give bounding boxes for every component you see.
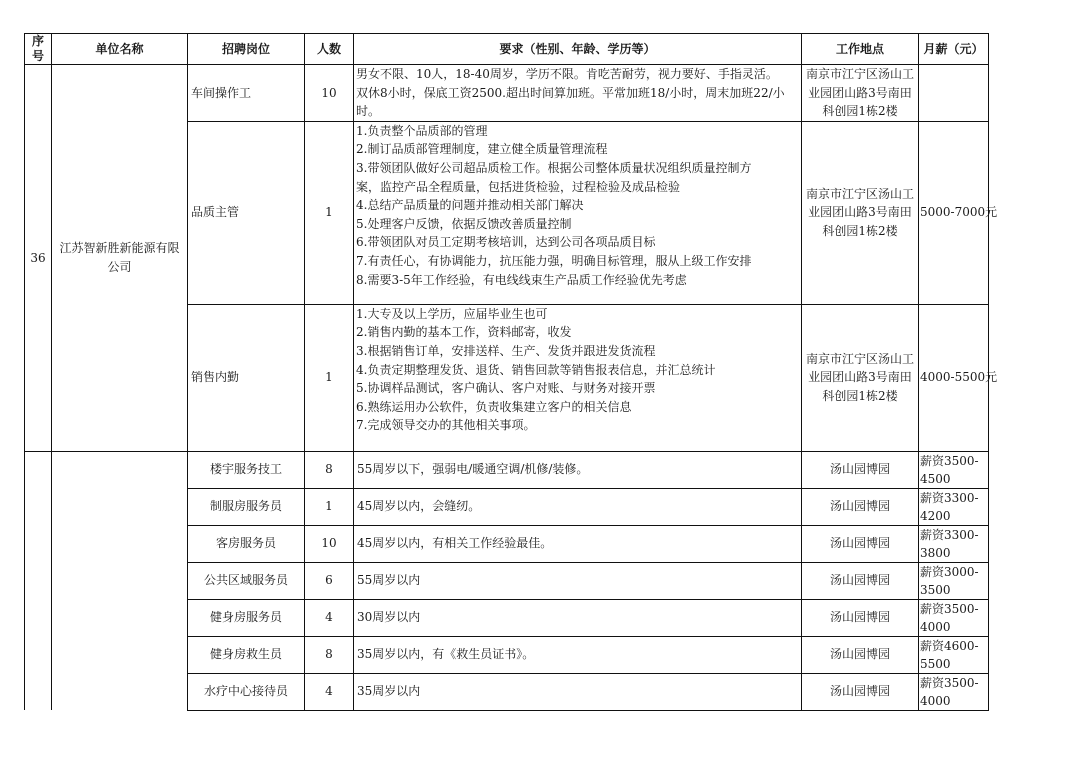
job-salary [919, 562, 989, 599]
loc-line: 业园团山路3号南田 [808, 85, 912, 100]
company-name [52, 65, 188, 452]
job-count: 1 [305, 304, 354, 451]
loc-line: 业园团山路3号南田 [808, 370, 912, 385]
job-salary [919, 599, 989, 636]
job-count: 8 [305, 636, 354, 673]
req-line: 4.总结产品质量的问题并推动相关部门解决 [356, 198, 584, 213]
company-name-line: 江苏智新胜新能源有限 [59, 241, 180, 256]
job-title: 健身房服务员 [188, 599, 305, 636]
job-salary [919, 65, 989, 122]
job-title: 制服房服务员 [188, 488, 305, 525]
table-row [25, 65, 989, 122]
job-location: 汤山园博园 [802, 488, 919, 525]
job-salary [919, 673, 989, 710]
req-line: 双休8小时，保底工资2500.超出时间算加班。平常加班18/小时，周末加班22/小 [356, 85, 785, 100]
job-location: 汤山园博园 [802, 599, 919, 636]
job-location: 汤山园博园 [802, 562, 919, 599]
loc-line: 科创园1栋2楼 [822, 104, 898, 119]
req-line: 3.根据销售订单，安排送样、生产、发货并跟进发货流程 [356, 343, 656, 358]
job-title: 水疗中心接待员 [188, 673, 305, 710]
recruitment-table [24, 33, 998, 711]
company-name-empty [52, 451, 188, 710]
req-line: 1.大专及以上学历，应届毕业生也可 [356, 306, 548, 321]
loc-line: 南京市江宁区汤山工 [805, 186, 914, 201]
salary-line: 3800 [920, 545, 951, 560]
loc-line: 南京市江宁区汤山工 [805, 67, 914, 81]
req-line: 时。 [356, 104, 381, 119]
req-line: 7.有责任心，有协调能力，抗压能力强，明确目标管理，服从上级工作安排 [356, 253, 752, 268]
job-requirements: 55周岁以下，强弱电/暖通空调/机修/装修。 [354, 451, 802, 488]
job-count: 6 [305, 562, 354, 599]
salary-line: 4000 [920, 619, 951, 634]
job-requirements: 55周岁以内 [354, 562, 802, 599]
job-count: 1 [305, 121, 354, 304]
job-requirements [354, 121, 802, 304]
row-number: 36 [25, 65, 52, 452]
loc-line: 南京市江宁区汤山工 [805, 351, 914, 366]
salary-line: 4500 [920, 471, 951, 486]
salary-line: 4200 [920, 508, 951, 523]
header-salary: 月薪（元） [919, 34, 989, 65]
req-line: 案，监控产品全程质量，包括进货检验，过程检验及成品检验 [356, 179, 681, 194]
job-salary [919, 488, 989, 525]
salary-line: 薪资3300- [920, 527, 979, 542]
job-requirements: 45周岁以内，有相关工作经验最佳。 [354, 525, 802, 562]
salary-line: 薪资3300- [920, 490, 979, 505]
job-title: 车间操作工 [188, 65, 305, 122]
table-row [25, 451, 989, 488]
req-line: 7.完成领导交办的其他相关事项。 [356, 418, 536, 433]
job-title: 健身房救生员 [188, 636, 305, 673]
job-count: 4 [305, 599, 354, 636]
header-row [25, 34, 989, 65]
job-salary: 5000-7000元 [919, 121, 989, 304]
req-line: 5.协调样品测试，客户确认、客户对账、与财务对接开票 [356, 381, 656, 396]
salary-line: 5500 [920, 656, 951, 671]
req-line: 5.处理客户反馈，依据反馈改善质量控制 [356, 216, 572, 231]
req-line: 6.熟练运用办公软件，负责收集建立客户的相关信息 [356, 399, 632, 414]
header-count: 人数 [305, 34, 354, 65]
req-line: 6.带领团队对员工定期考核培训，达到公司各项品质目标 [356, 235, 656, 250]
job-requirements: 35周岁以内 [354, 673, 802, 710]
job-location: 汤山园博园 [802, 525, 919, 562]
job-requirements: 30周岁以内 [354, 599, 802, 636]
job-salary [919, 636, 989, 673]
loc-line: 业园团山路3号南田 [808, 205, 912, 220]
job-title: 客房服务员 [188, 525, 305, 562]
req-line: 1.负责整个品质部的管理 [356, 123, 488, 138]
job-title: 公共区域服务员 [188, 562, 305, 599]
job-location [802, 304, 919, 451]
job-title: 品质主管 [188, 121, 305, 304]
row-number-empty [25, 451, 52, 710]
salary-line: 薪资3500- [920, 601, 979, 616]
req-line: 男女不限、10人，18-40周岁，学历不限。肯吃苦耐劳，视力要好、手指灵活。 [356, 67, 778, 81]
salary-line: 薪资3500- [920, 675, 979, 690]
loc-line: 科创园1栋2楼 [822, 389, 898, 404]
job-requirements [354, 304, 802, 451]
job-location: 汤山园博园 [802, 636, 919, 673]
job-location [802, 65, 919, 122]
job-location [802, 121, 919, 304]
req-line: 2.制订品质部管理制度，建立健全质量管理流程 [356, 142, 608, 157]
job-salary [919, 525, 989, 562]
job-title: 楼宇服务技工 [188, 451, 305, 488]
req-line: 3.带领团队做好公司超品质检工作。根据公司整体质量状况组织质量控制方 [356, 160, 752, 175]
job-requirements [354, 65, 802, 122]
job-requirements: 45周岁以内，会缝纫。 [354, 488, 802, 525]
req-line: 2.销售内勤的基本工作，资料邮寄，收发 [356, 325, 572, 340]
header-unit: 单位名称 [52, 34, 188, 65]
req-line: 4.负责定期整理发货、退货、销售回款等销售报表信息，并汇总统计 [356, 362, 716, 377]
job-count: 8 [305, 451, 354, 488]
salary-line: 4000 [920, 693, 951, 708]
header-requirements: 要求（性别、年龄、学历等） [354, 34, 802, 65]
salary-line: 薪资4600- [920, 638, 979, 653]
salary-line: 薪资3000- [920, 564, 979, 579]
header-no: 序号 [25, 34, 52, 65]
job-count: 1 [305, 488, 354, 525]
job-count: 4 [305, 673, 354, 710]
salary-line: 薪资3500- [920, 453, 979, 468]
company-name-line: 公司 [107, 259, 132, 274]
req-line: 8.需要3-5年工作经验，有电线线束生产品质工作经验优先考虑 [356, 272, 687, 287]
salary-line: 3500 [920, 582, 951, 597]
job-location: 汤山园博园 [802, 451, 919, 488]
job-salary [919, 451, 989, 488]
job-count: 10 [305, 525, 354, 562]
job-salary: 4000-5500元 [919, 304, 989, 451]
job-count: 10 [305, 65, 354, 122]
header-location: 工作地点 [802, 34, 919, 65]
loc-line: 科创园1栋2楼 [822, 224, 898, 239]
job-title: 销售内勤 [188, 304, 305, 451]
job-location: 汤山园博园 [802, 673, 919, 710]
header-position: 招聘岗位 [188, 34, 305, 65]
job-requirements: 35周岁以内，有《救生员证书》。 [354, 636, 802, 673]
